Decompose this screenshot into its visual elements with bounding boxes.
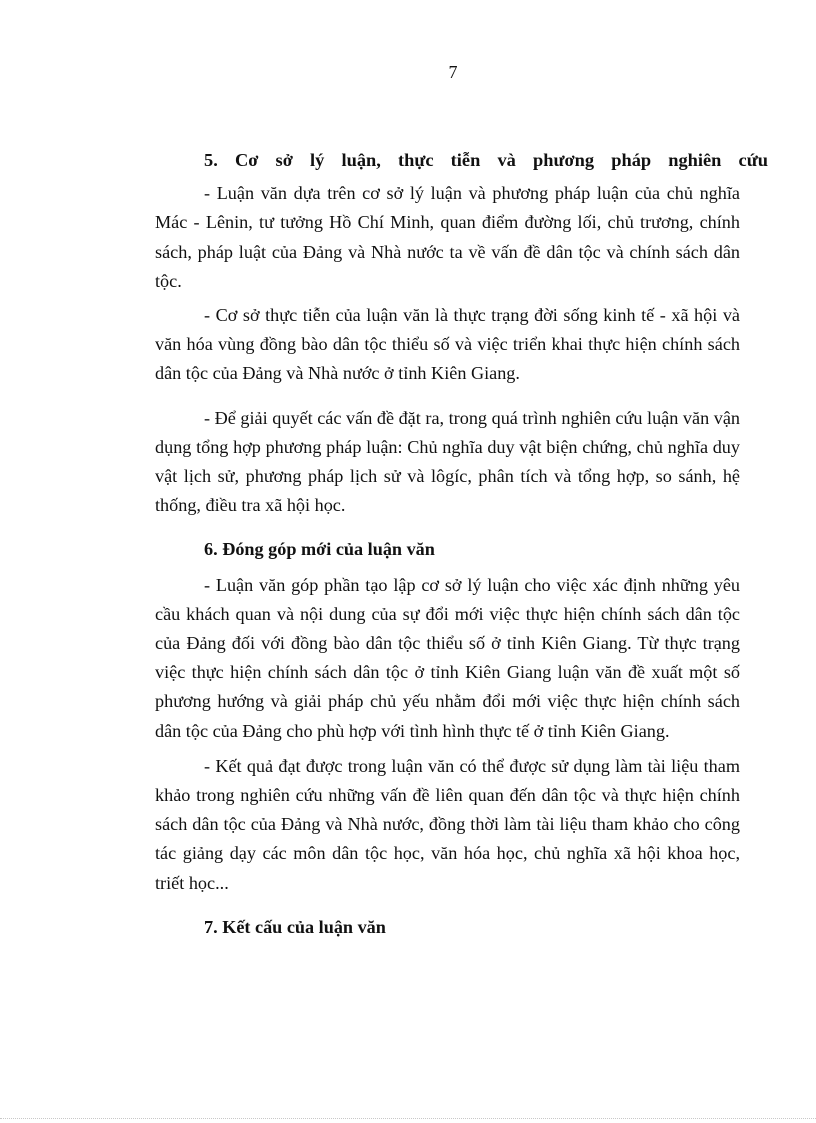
section-6-paragraph-1: - Luận văn góp phần tạo lập cơ sở lý luận cho việc xác định những yêu cầu khách quan và nội dung của sự đổi mới việc thực hiện chính sách dân tộc của Đảng đối với đồng bào dân tộc thiểu số ở tỉnh Kiên Giang. Từ thực trạng việc thực hiện chính sách dân tộc ở tỉnh Kiên Giang luận văn đề xuất một số phương hướng và giải pháp chủ yếu nhằm đổi mới việc thực hiện chính sách dân tộc của Đảng cho phù hợp với tình hình thực tế ở tỉnh Kiên Giang. [155, 574, 740, 741]
section-6-heading: 6. Đóng góp mới của luận văn [204, 539, 435, 560]
section-5-paragraph-2: - Cơ sở thực tiễn của luận văn là thực trạng đời sống kinh tế - xã hội và văn hóa vùng đồng bào dân tộc thiểu số và việc triển khai thực hiện chính sách dân tộc của Đảng và Nhà nước ở tỉnh Kiên Giang. [155, 305, 740, 384]
page-content [155, 146, 768, 942]
section-6-paragraph-2: - Kết quả đạt được trong luận văn có thể được sử dụng làm tài liệu tham khảo trong nghiên cứu những vấn đề liên quan đến dân tộc và thực hiện chính sách dân tộc của Đảng và Nhà nước, đồng thời làm tài liệu tham khảo cho công tác giảng dạy các môn dân tộc học, văn hóa học, chủ nghĩa xã hội khoa học, triết học... [155, 755, 740, 893]
page-bottom-border [0, 1118, 816, 1119]
page-number: 7 [448, 62, 458, 82]
section-5-paragraph-1: - Luận văn dựa trên cơ sở lý luận và phương pháp luận của chủ nghĩa Mác - Lênin, tư tưởng Hồ Chí Minh, quan điểm đường lối, chủ trương, chính sách, pháp luật của Đảng và Nhà nước ta về vấn đề dân tộc và chính sách dân tộc. [155, 183, 740, 291]
section-7-heading: 7. Kết cấu của luận văn [204, 916, 386, 937]
section-5-paragraph-3: - Để giải quyết các vấn đề đặt ra, trong quá trình nghiên cứu luận văn vận dụng tổng hợp phương pháp luận: Chủ nghĩa duy vật biện chứng, chủ nghĩa duy vật lịch sử, phương pháp lịch sử và lôgíc, phân tích và tổng hợp, so sánh, hệ thống, điều tra xã hội học. [155, 407, 740, 516]
section-5-heading: 5. Cơ sở lý luận, thực tiễn và phương pháp nghiên cứu [204, 150, 768, 170]
